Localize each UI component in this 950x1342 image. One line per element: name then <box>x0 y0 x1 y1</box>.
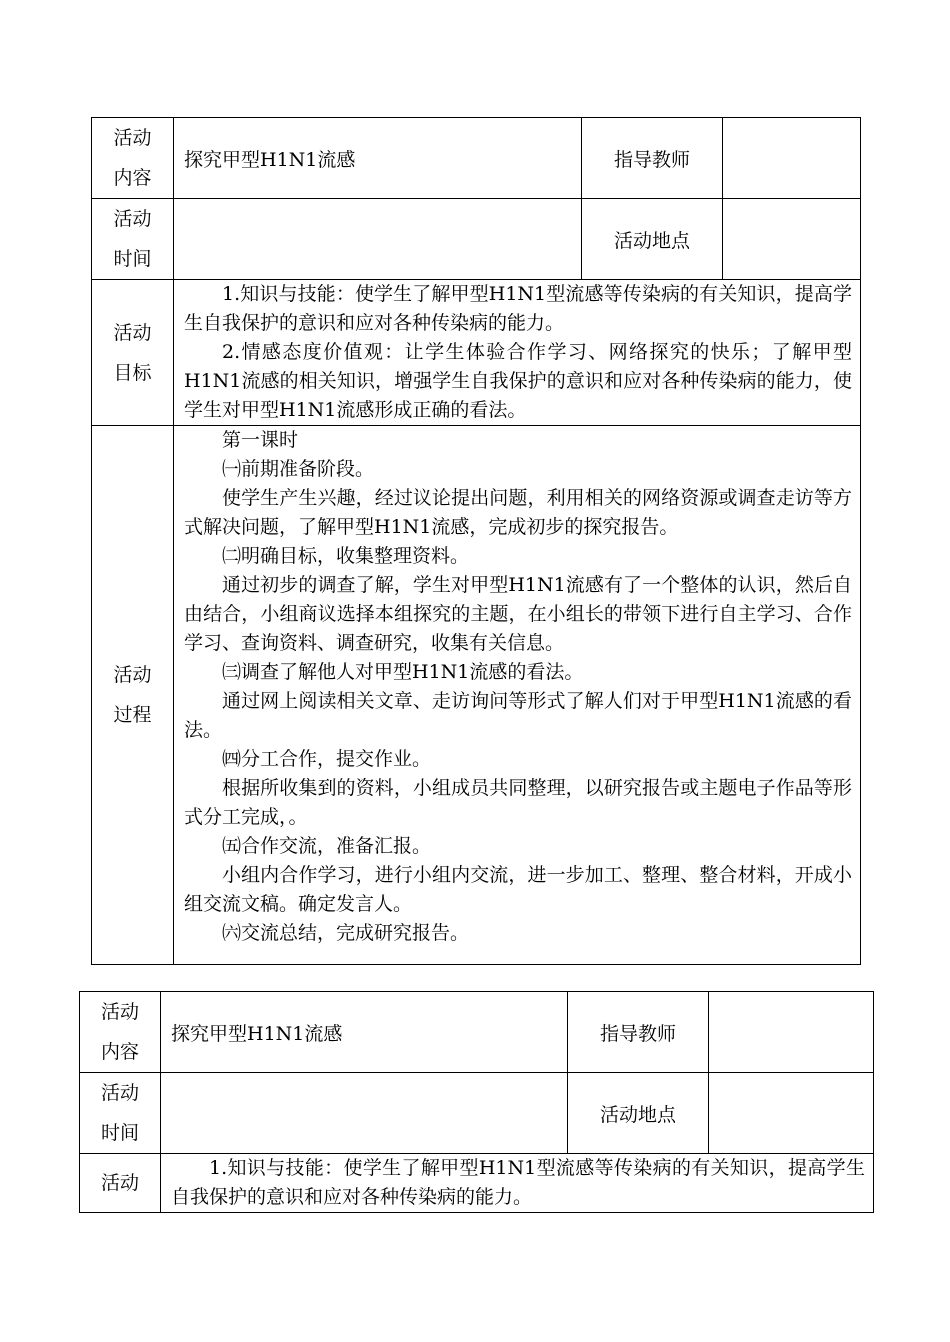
activity-plan-table <box>91 117 861 965</box>
goal-text <box>161 1154 874 1213</box>
goal-label: 活动 <box>80 1154 161 1213</box>
teacher-value <box>723 118 861 199</box>
goal-label: 活动 目标 <box>92 280 174 426</box>
process-paragraph: 通过初步的调查了解，学生对甲型H1N1流感有了一个整体的认识，然后自由结合，小组商议选择本组探究的主题，在小组长的带领下进行自主学习、合作学习、查询资料、调查研究，收集有关信息。 <box>184 574 852 654</box>
activity-plan-table-continued <box>79 991 874 1213</box>
process-text <box>174 426 861 965</box>
process-paragraph: 小组内合作学习，进行小组内交流，进一步加工、整理、整合材料，开成小组交流文稿。确定发言人。 <box>184 864 852 915</box>
goal-paragraph: 2.情感态度价值观：让学生体验合作学习、网络探究的快乐；了解甲型H1N1流感的相关知识，增强学生自我保护的意识和应对各种传染病的能力，使学生对甲型H1N1流感形成正确的看法。 <box>184 341 852 421</box>
content-label: 活动 内容 <box>80 992 161 1073</box>
place-label: 活动地点 <box>582 199 723 280</box>
process-paragraph: 根据所收集到的资料，小组成员共同整理，以研究报告或主题电子作品等形式分工完成，。 <box>184 777 852 828</box>
process-paragraph: 使学生产生兴趣，经过议论提出问题，利用相关的网络资源或调查走访等方式解决问题，了解甲型H1N1流感，完成初步的探究报告。 <box>184 487 852 538</box>
process-paragraph: ㈣分工合作，提交作业。 <box>222 748 432 770</box>
time-value <box>161 1073 568 1154</box>
process-paragraph: ㈡明确目标，收集整理资料。 <box>222 545 470 567</box>
content-value: 探究甲型H1N1流感 <box>174 118 582 199</box>
goal-paragraph: 1.知识与技能：使学生了解甲型H1N1型流感等传染病的有关知识，提高学生自我保护的意识和应对各种传染病的能力。 <box>171 1157 865 1208</box>
process-paragraph: ㈤合作交流，准备汇报。 <box>222 835 432 857</box>
place-value <box>709 1073 874 1154</box>
time-value <box>174 199 582 280</box>
place-value <box>723 199 861 280</box>
process-paragraph: ㈠前期准备阶段。 <box>222 458 375 480</box>
process-label: 活动 过程 <box>92 426 174 965</box>
process-paragraph: ㈢调查了解他人对甲型H1N1流感的看法。 <box>222 661 584 683</box>
place-label: 活动地点 <box>568 1073 709 1154</box>
teacher-label: 指导教师 <box>568 992 709 1073</box>
content-label: 活动 内容 <box>92 118 174 199</box>
goal-text <box>174 280 861 426</box>
teacher-value <box>709 992 874 1073</box>
teacher-label: 指导教师 <box>582 118 723 199</box>
process-paragraph: ㈥交流总结，完成研究报告。 <box>222 922 470 944</box>
process-paragraph: 第一课时 <box>222 429 299 451</box>
process-paragraph: 通过网上阅读相关文章、走访询问等形式了解人们对于甲型H1N1流感的看法。 <box>184 690 852 741</box>
goal-paragraph: 1.知识与技能：使学生了解甲型H1N1型流感等传染病的有关知识，提高学生自我保护的意识和应对各种传染病的能力。 <box>184 283 852 334</box>
content-value: 探究甲型H1N1流感 <box>161 992 568 1073</box>
time-label: 活动 时间 <box>92 199 174 280</box>
time-label: 活动 时间 <box>80 1073 161 1154</box>
